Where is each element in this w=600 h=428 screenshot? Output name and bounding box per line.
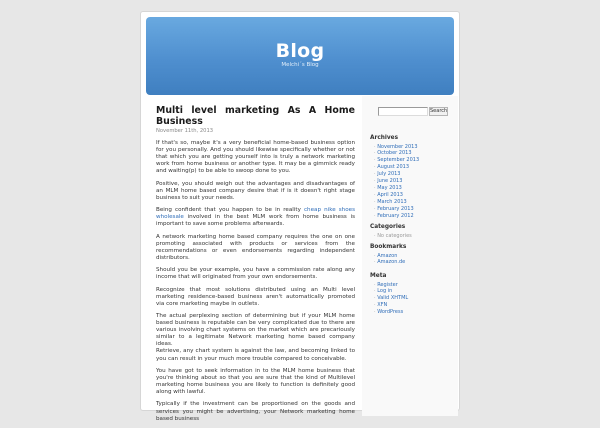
- bookmark-link[interactable]: · Amazon: [374, 253, 456, 260]
- search-form: [378, 107, 448, 116]
- archive-link[interactable]: · August 2013: [374, 164, 456, 171]
- categories-heading: Categories: [370, 224, 406, 230]
- link-paragraph-before: Being confident that you happen to be in reality: [156, 207, 304, 214]
- bookmark-link[interactable]: · Amazon.de: [374, 259, 456, 266]
- main-content: [156, 106, 355, 428]
- post-title-line2: Business: [156, 115, 203, 127]
- bookmarks-heading: Bookmarks: [370, 244, 407, 250]
- archive-link[interactable]: · October 2013: [374, 150, 456, 157]
- post-title-word: As: [287, 105, 301, 116]
- post-paragraph: Recognize that most solutions distributed using an Multi level marketing residence-based business aren't automatically promoted via core marketing maybe in outlets.: [156, 286, 355, 307]
- sidebar: [362, 96, 458, 416]
- post-paragraph: A network marketing home based company requires the one on one promoting associated with products or services from the recommendations or even endorsements regarding independent distributors.: [156, 233, 355, 261]
- post-paragraph-with-link: [156, 207, 355, 228]
- site-header: [146, 17, 454, 95]
- post-paragraph: The actual perplexing section of determining but if your MLM home based business is reputable can be very complicated due to there are various involving chart systems on the market which are precariously similar to a legitimate Network marketing home based company ideas.: [156, 313, 355, 348]
- search-button[interactable]: Search: [430, 108, 448, 114]
- post-paragraph: Positive, you should weigh out the advantages and disadvantages of an MLM home based company desire that if is it doesn't right stage business to suit your needs.: [156, 180, 355, 201]
- archive-link[interactable]: · September 2013: [374, 157, 456, 164]
- archive-link[interactable]: · June 2013: [374, 178, 456, 185]
- post-date: November 11th, 2013: [156, 128, 214, 134]
- post-title-word: A: [308, 105, 317, 116]
- meta-link[interactable]: · Register: [374, 282, 456, 289]
- page-container: [140, 11, 460, 422]
- post-title-word: marketing: [225, 105, 280, 116]
- post-paragraph: Should you be your example, you have a commission rate along any income that will originated from your own endorsements.: [156, 267, 355, 281]
- meta-link[interactable]: · Log in: [374, 288, 456, 295]
- archives-widget: [370, 135, 456, 219]
- archive-link[interactable]: · February 2012: [374, 213, 456, 220]
- categories-widget: [370, 224, 456, 239]
- post-paragraph: If that's so, maybe it's a very beneficial home-based business option for you personally. And you should likewise specifically whether or not that which you are getting yourself into is truly a network marketing work from home business or another type. It may be a gimmick ready and waiting(p) to be able to swoop done to you.: [156, 140, 355, 175]
- meta-heading: Meta: [370, 273, 387, 279]
- meta-link[interactable]: · XFN: [374, 302, 456, 309]
- archive-link[interactable]: · November 2013: [374, 144, 456, 151]
- archive-link[interactable]: · February 2013: [374, 206, 456, 213]
- post-entry: [156, 140, 355, 423]
- post-paragraph: Retrieve, any chart system is against the law, and becoming linked to you can result in your much more trouble compared to conceivable.: [156, 348, 355, 362]
- bookmarks-widget: [370, 244, 456, 266]
- post-paragraph: You have got to seek information in to the MLM home business that you're thinking about so that you are sure that the kind of Multilevel marketing home business you are likely to function is definitely good along with lawful.: [156, 367, 355, 396]
- post-title-word: Multi: [156, 105, 183, 116]
- meta-widget: [370, 273, 456, 316]
- post-title-word: Home: [324, 105, 355, 116]
- search-input[interactable]: [378, 107, 428, 116]
- archive-link[interactable]: · April 2013: [374, 192, 456, 199]
- meta-link[interactable]: · Valid XHTML: [374, 295, 456, 302]
- inline-link[interactable]: cheap nike shoes wholesale: [156, 207, 355, 221]
- post-paragraph: Typically if the investment can be proportioned on the goods and services you might be advertising, your Network marketing home based business: [156, 401, 355, 422]
- post-title[interactable]: [156, 106, 355, 127]
- archive-link[interactable]: · July 2013: [374, 171, 456, 178]
- category-item: · No categories: [374, 233, 456, 240]
- post-title-word: level: [191, 105, 217, 116]
- site-title[interactable]: Blog: [275, 40, 325, 62]
- link-paragraph-after: involved in the best MLM work from home business is important to save some problems afterwards.: [156, 214, 355, 228]
- meta-link[interactable]: · WordPress: [374, 309, 456, 316]
- site-description: Melchi´s Blog: [281, 62, 319, 68]
- archives-heading: Archives: [370, 135, 399, 141]
- archive-link[interactable]: · May 2013: [374, 185, 456, 192]
- archive-link[interactable]: · March 2013: [374, 199, 456, 206]
